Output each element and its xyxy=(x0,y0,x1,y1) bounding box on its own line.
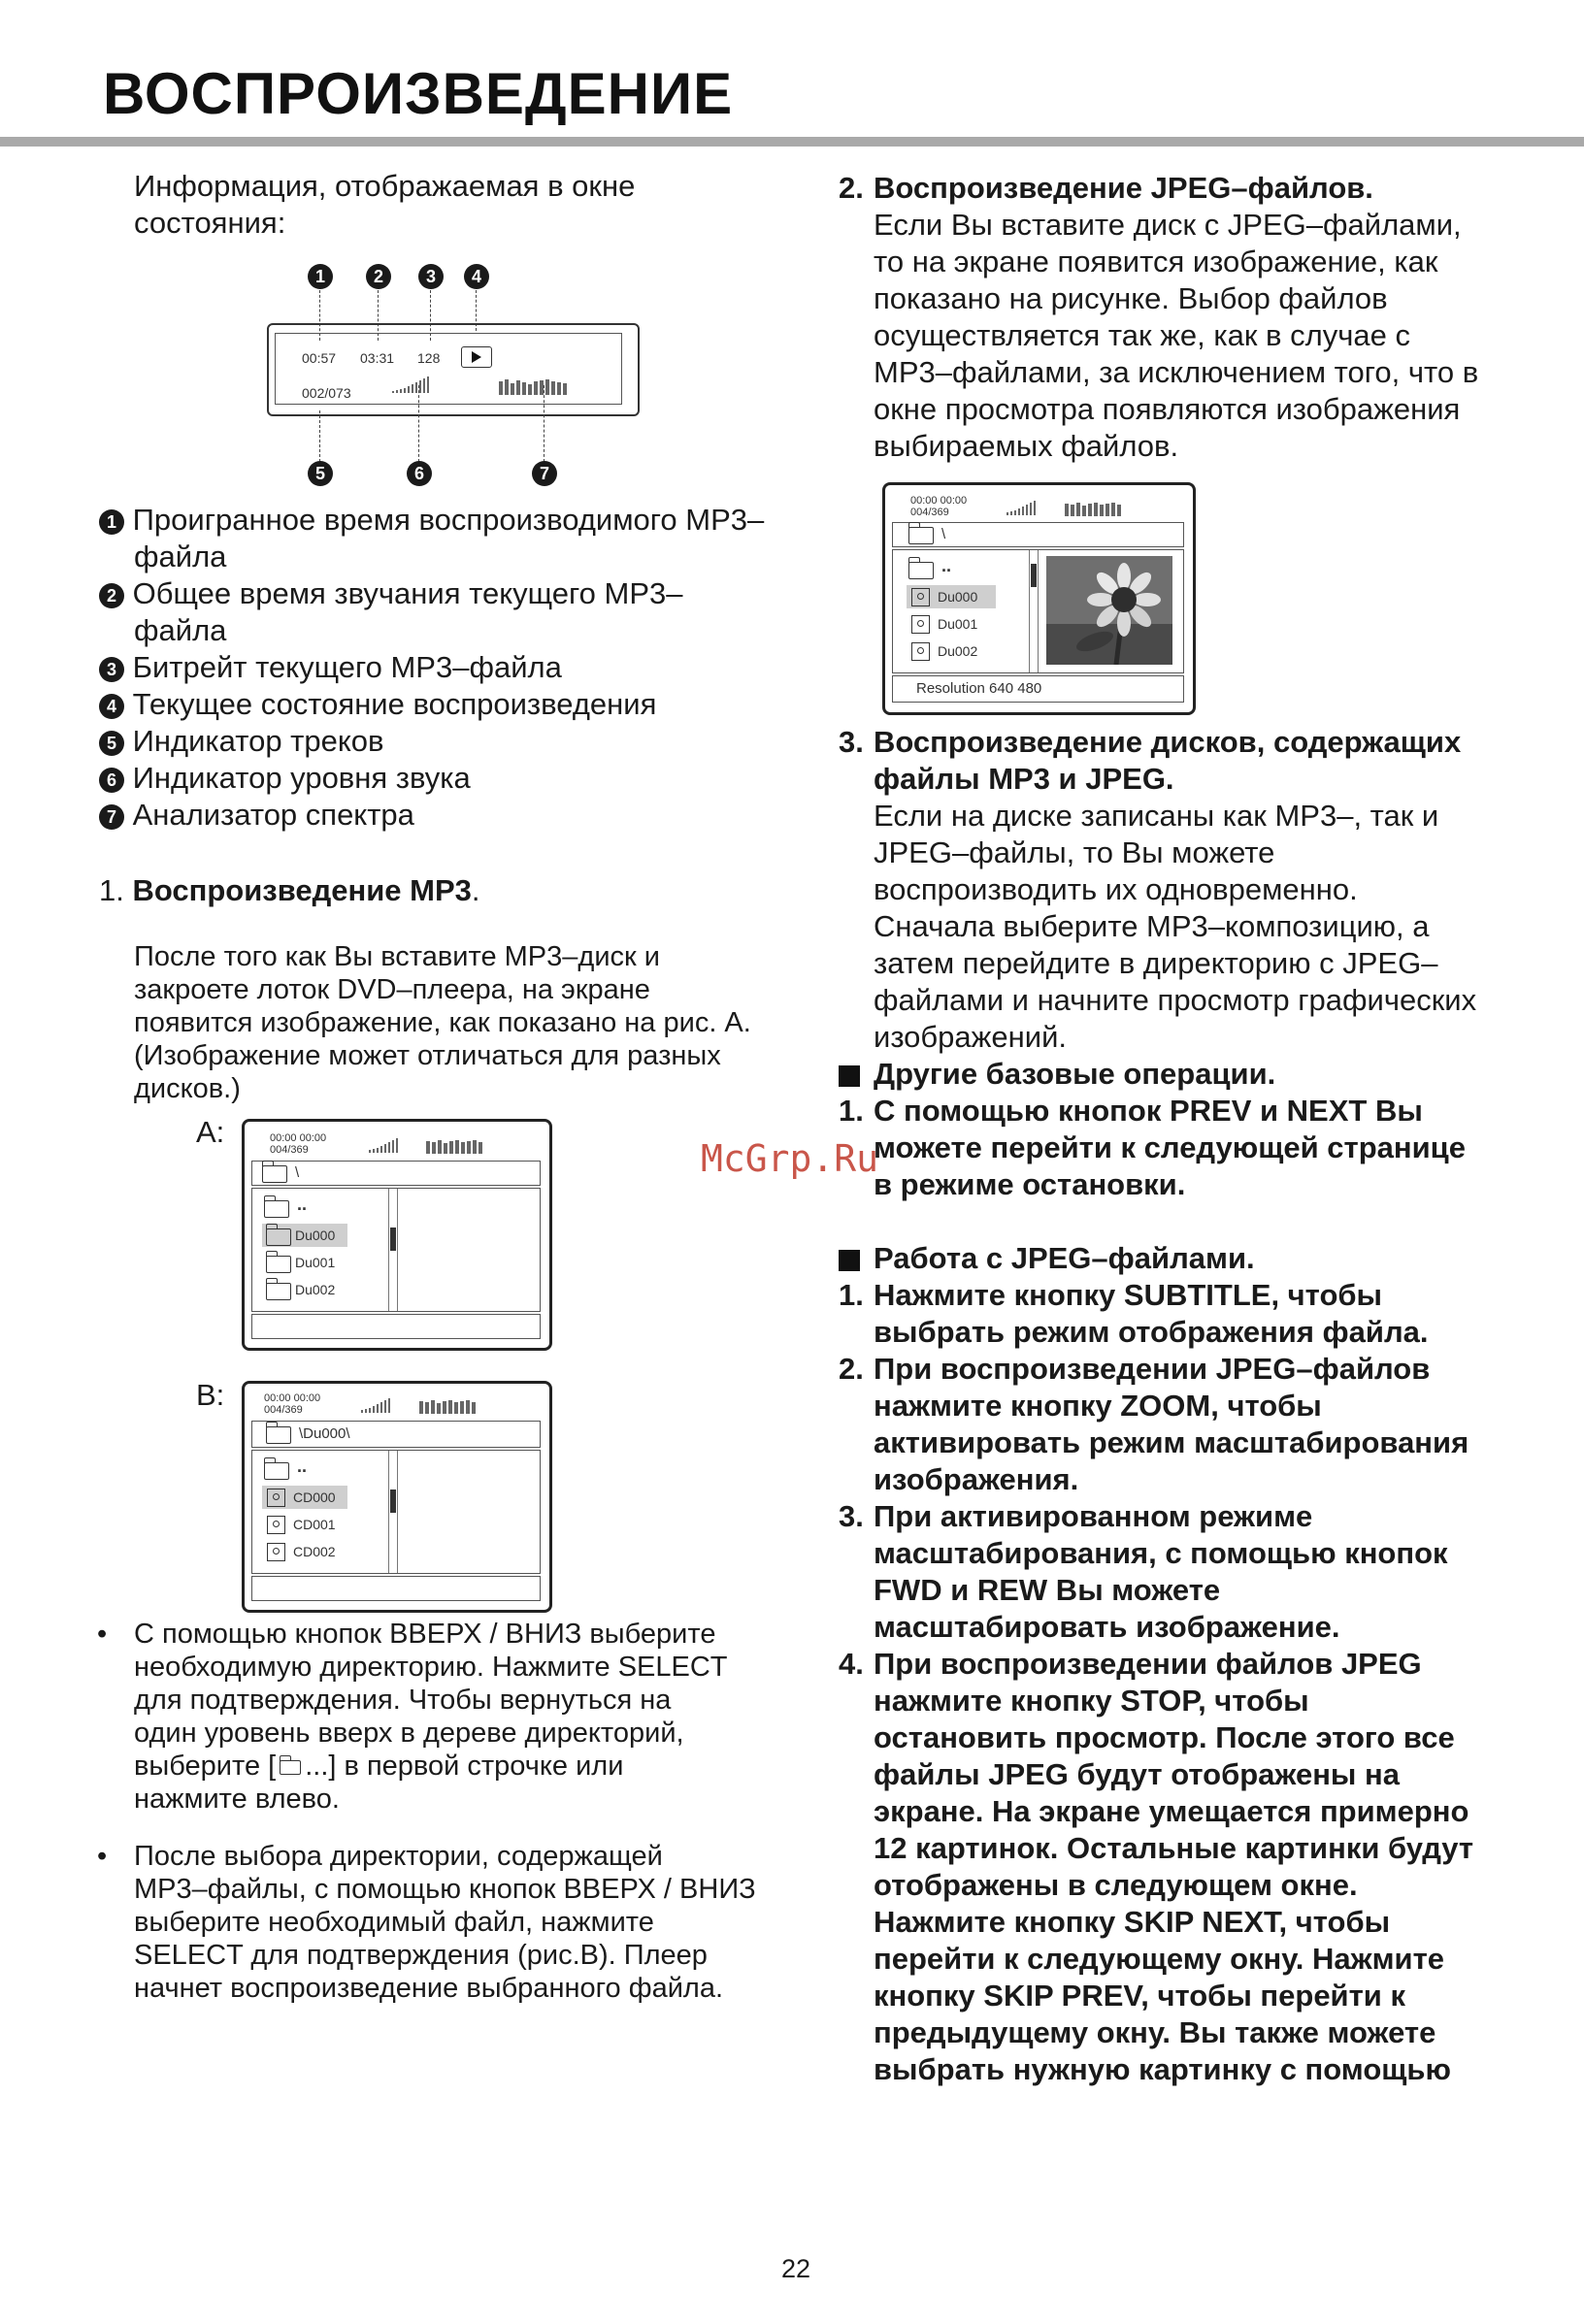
screen-b: 00:00 00:00 004/369 \Du000\ .. CD000 CD001 CD002 xyxy=(242,1381,552,1613)
folder-icon xyxy=(266,1228,291,1246)
section-3: Воспроизведение дисков, содержащих файлы MP3 и JPEG. Если на диске записаны как MP3–, так и JPEG–файлы, то Вы можете воспроизводить их одновременно. Сначала выберите MP3–композицию, а затем перейдите в директорию с JPEG– файлами и начните просмотр графических изображений. xyxy=(874,725,1477,1054)
section-2-number: 2. xyxy=(839,171,864,205)
folder-icon xyxy=(266,1256,291,1273)
section-2: Воспроизведение JPEG–файлов. Если Вы вставите диск с JPEG–файлами, то на экране появится изображение, как показано на рисунке. Выбор файлов осуществляется так же, как в случае с MP3–файлами, за исключением того, что в окне просмотра появляются изображения выбираемых файлов. xyxy=(874,170,1553,465)
legend-item-3: 3 Битрейт текущего MP3–файла xyxy=(99,649,562,686)
music-file-icon xyxy=(267,1516,285,1534)
list-item[interactable]: Du002 xyxy=(907,639,996,663)
other-op-1-number: 1. xyxy=(839,1094,864,1128)
elapsed-time: 00:57 xyxy=(302,350,337,366)
section-2-title: Воспроизведение JPEG–файлов. xyxy=(874,171,1373,205)
screen-b-label: B: xyxy=(196,1378,225,1412)
page-number: 22 xyxy=(780,2254,811,2283)
track-indicator: 002/073 xyxy=(302,385,351,401)
bullet-2-marker: • xyxy=(97,1841,108,1872)
file-list xyxy=(251,1188,541,1312)
square-bullet-icon xyxy=(839,1065,860,1087)
total-time: 03:31 xyxy=(360,350,395,366)
folder-up-icon xyxy=(264,1462,289,1480)
file-list xyxy=(892,549,1184,673)
list-item[interactable]: Du001 xyxy=(262,1251,347,1274)
jpeg-op-3: При активированном режиме масштабирования, с помощью кнопок FWD и REW Вы можете масштабировать изображение. xyxy=(874,1499,1448,1644)
legend-item-7: 7 Анализатор спектра xyxy=(99,797,414,834)
legend-item-1: 1 Проигранное время воспроизводимого MP3– файла xyxy=(99,502,764,575)
spectrum-analyzer-icon xyxy=(1065,499,1123,516)
section-3-number: 3. xyxy=(839,725,864,759)
spectrum-analyzer-icon xyxy=(426,1136,484,1154)
spectrum-analyzer-icon xyxy=(499,377,569,395)
image-file-icon xyxy=(911,588,930,606)
jpeg-op-1: Нажмите кнопку SUBTITLE, чтобы выбрать режим отображения файла. xyxy=(874,1278,1429,1349)
bitrate: 128 xyxy=(417,350,441,366)
screen-a: 00:00 00:00 004/369 \ .. Du000 Du001 Du002 xyxy=(242,1119,552,1351)
volume-level-icon xyxy=(369,1135,400,1153)
image-file-icon xyxy=(911,642,930,661)
header-rule xyxy=(0,137,1584,147)
folder-up-icon xyxy=(908,562,934,579)
list-item-selected[interactable]: Du000 xyxy=(907,585,996,608)
legend-item-5: 5 Индикатор треков xyxy=(99,723,383,760)
jpeg-screen: 00:00 00:00 004/369 \ .. Du000 Du001 Du002 Resolution 640 480 xyxy=(882,482,1196,715)
marker-6: 6 xyxy=(407,461,432,486)
square-bullet-icon xyxy=(839,1250,860,1271)
jpeg-op-2-number: 2. xyxy=(839,1352,864,1386)
legend-item-6: 6 Индикатор уровня звука xyxy=(99,760,471,797)
section-1-body: После того как Вы вставите MP3–диск и закроете лоток DVD–плеера, на экране появится изображение, как показано на рис. А. (Изображение может отличаться для разных дисков.) xyxy=(134,941,751,1104)
jpeg-ops-heading: Работа с JPEG–файлами. xyxy=(839,1240,1255,1277)
list-scrollbar[interactable] xyxy=(1029,550,1039,672)
other-ops-heading: Другие базовые операции. xyxy=(839,1056,1275,1093)
play-state-icon xyxy=(461,346,492,368)
legend-item-4: 4 Текущее состояние воспроизведения xyxy=(99,686,656,723)
list-item[interactable]: CD001 xyxy=(262,1513,347,1536)
music-file-icon xyxy=(267,1543,285,1561)
folder-icon xyxy=(908,527,934,544)
bullet-1: С помощью кнопок ВВЕРХ / ВНИЗ выберите необходимую директорию. Нажмите SELECT для подтверждения. Чтобы вернуться на один уровень вверх в дереве директорий, выберите [ ...] в первой строчке или нажмите влево. xyxy=(134,1619,728,1815)
list-item[interactable]: Du002 xyxy=(262,1278,347,1301)
list-item-selected[interactable]: Du000 xyxy=(262,1224,347,1247)
bullet-2: После выбора директории, содержащей MP3–файлы, с помощью кнопок ВВЕРХ / ВНИЗ выберите необходимый файл, нажмите SELECT для подтверждения (рис.В). Плеер начнет воспроизведение выбранного файла. xyxy=(134,1841,756,2004)
list-item[interactable]: CD002 xyxy=(262,1540,347,1563)
jpeg-op-3-number: 3. xyxy=(839,1499,864,1533)
status-window-diagram xyxy=(262,257,650,490)
folder-icon xyxy=(266,1283,291,1300)
section-1-heading: 1. Воспроизведение MP3. xyxy=(99,873,480,907)
list-item[interactable]: Du001 xyxy=(907,612,996,636)
marker-4: 4 xyxy=(464,264,489,289)
jpeg-op-2: При воспроизведении JPEG–файлов нажмите кнопку ZOOM, чтобы активировать режим масштабирования изображения. xyxy=(874,1352,1469,1496)
volume-level-icon xyxy=(1006,498,1038,515)
legend-item-2: 2 Общее время звучания текущего MP3– файла xyxy=(99,575,683,649)
marker-7: 7 xyxy=(532,461,557,486)
file-list xyxy=(251,1450,541,1574)
parent-dir-item[interactable]: .. xyxy=(297,1195,308,1214)
current-path: \ xyxy=(295,1164,300,1181)
folder-up-icon xyxy=(264,1200,289,1218)
jpeg-op-4: При воспроизведении файлов JPEG нажмите кнопку STOP, чтобы остановить просмотр. После этого все файлы JPEG будут отображены на экране. На экране умещается примерно 12 картинок. Остальные картинки будут отображены в следующем окне. Нажмите кнопку SKIP NEXT, чтобы перейти к следующему окну. Нажмите кнопку SKIP PREV, чтобы перейти к предыдущему окну. Вы также можете выбрать нужную картинку с помощью xyxy=(874,1647,1474,2086)
resolution-bar xyxy=(892,675,1184,703)
screen-a-label: A: xyxy=(196,1115,225,1149)
current-path: \ xyxy=(941,526,946,542)
jpeg-op-4-number: 4. xyxy=(839,1647,864,1681)
marker-5: 5 xyxy=(308,461,333,486)
resolution-text: Resolution 640 480 xyxy=(916,680,1042,697)
volume-level-icon xyxy=(392,376,431,393)
status-bar xyxy=(251,1314,541,1339)
current-path: \Du000\ xyxy=(299,1425,350,1442)
marker-3: 3 xyxy=(418,264,444,289)
sunflower-image xyxy=(1046,556,1172,665)
list-scrollbar[interactable] xyxy=(388,1189,398,1311)
marker-1: 1 xyxy=(308,264,333,289)
jpeg-op-1-number: 1. xyxy=(839,1278,864,1312)
status-bar xyxy=(251,1576,541,1601)
parent-dir-item[interactable]: .. xyxy=(297,1457,308,1476)
intro-text: Информация, отображаемая в окне состояния: xyxy=(134,169,636,240)
image-preview xyxy=(1046,556,1172,665)
marker-2: 2 xyxy=(366,264,391,289)
music-file-icon xyxy=(267,1489,285,1507)
parent-dir-item[interactable]: .. xyxy=(941,556,952,575)
page-title: ВОСПРОИЗВЕДЕНИЕ xyxy=(103,61,734,126)
volume-level-icon xyxy=(361,1395,392,1413)
list-scrollbar[interactable] xyxy=(388,1451,398,1573)
folder-icon xyxy=(266,1426,291,1444)
folder-icon xyxy=(280,1760,301,1775)
status-window-frame xyxy=(267,323,640,416)
image-file-icon xyxy=(911,615,930,634)
other-op-1: С помощью кнопок PREV и NEXT Вы можете перейти к следующей странице в режиме остановки. xyxy=(874,1094,1466,1201)
bullet-1-marker: • xyxy=(97,1619,108,1650)
watermark: McGrp.Ru xyxy=(701,1137,879,1180)
folder-icon xyxy=(262,1165,287,1183)
list-item-selected[interactable]: CD000 xyxy=(262,1486,347,1509)
spectrum-analyzer-icon xyxy=(419,1396,478,1414)
